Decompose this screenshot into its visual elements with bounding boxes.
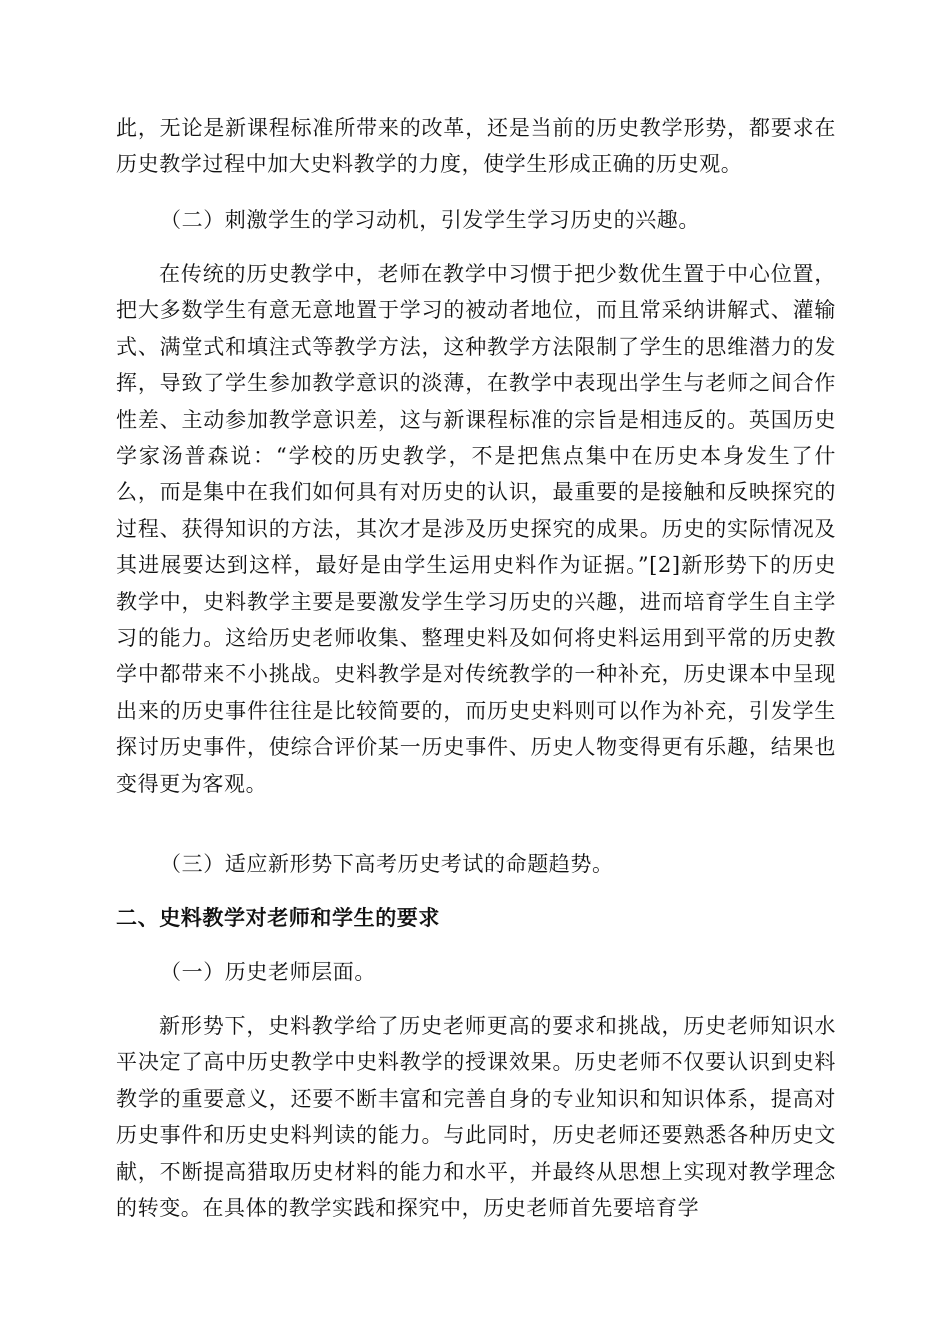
section-heading-requirements: 二、史料教学对老师和学生的要求: [116, 905, 440, 930]
paragraph-traditional-teaching: 在传统的历史教学中，老师在教学中习惯于把少数优生置于中心位置，把大多数学生有意无意地置于学习的被动者地位，而且常采纳讲解式、灌输式、满堂式和填注式等教学方法，这种教学方法限制了学生的思维潜力的发挥，导致了学生参加教学意识的淡薄，在教学中表现出学生与老师之间合作性差、主动参加教学意识差，这与新课程标准的宗旨是相违反的。英国历史学家汤普森说：“学校的历史教学，不是把焦点集中在历史本身发生了什么，而是集中在我们如何具有对历史的认识，最重要的是接触和反映探究的过程、获得知识的方法，其次才是涉及历史探究的成果。历史的实际情况及其进展要达到这样，最好是由学生运用史料作为证据。”[2]新形势下的历史教学中，史料教学主要是要激发学生学习历史的兴趣，进而培育学生自主学习的能力。这给历史老师收集、整理史料及如何将史料运用到平常的历史教学中都带来不小挑战。史料教学是对传统教学的一种补充，历史课本中呈现出来的历史事件往往是比较简要的，而历史史料则可以作为补充，引发学生探讨历史事件，使综合评价某一历史事件、历史人物变得更有乐趣，结果也变得更为客观。: [116, 262, 836, 796]
subheading-teacher-level: （一）历史老师层面。: [160, 960, 376, 984]
paragraph-continuation: 此，无论是新课程标准所带来的改革，还是当前的历史教学形势，都要求在历史教学过程中加大史料教学的力度，使学生形成正确的历史观。: [116, 116, 836, 177]
subheading-stimulate-motivation: （二）刺激学生的学习动机，引发学生学习历史的兴趣。: [160, 208, 700, 232]
paragraph-teacher-requirements: 新形势下，史料教学给了历史老师更高的要求和挑战，历史老师知识水平决定了高中历史教学中史料教学的授课效果。历史老师不仅要认识到史料教学的重要意义，还要不断丰富和完善自身的专业知识和知识体系，提高对历史事件和历史史料判读的能力。与此同时，历史老师还要熟悉各种历史文献，不断提高猎取历史材料的能力和水平，并最终从思想上实现对教学理念的转变。在具体的教学实践和探究中，历史老师首先要培育学: [116, 1014, 836, 1221]
subheading-exam-trend: （三）适应新形势下高考历史考试的命题趋势。: [160, 852, 614, 876]
